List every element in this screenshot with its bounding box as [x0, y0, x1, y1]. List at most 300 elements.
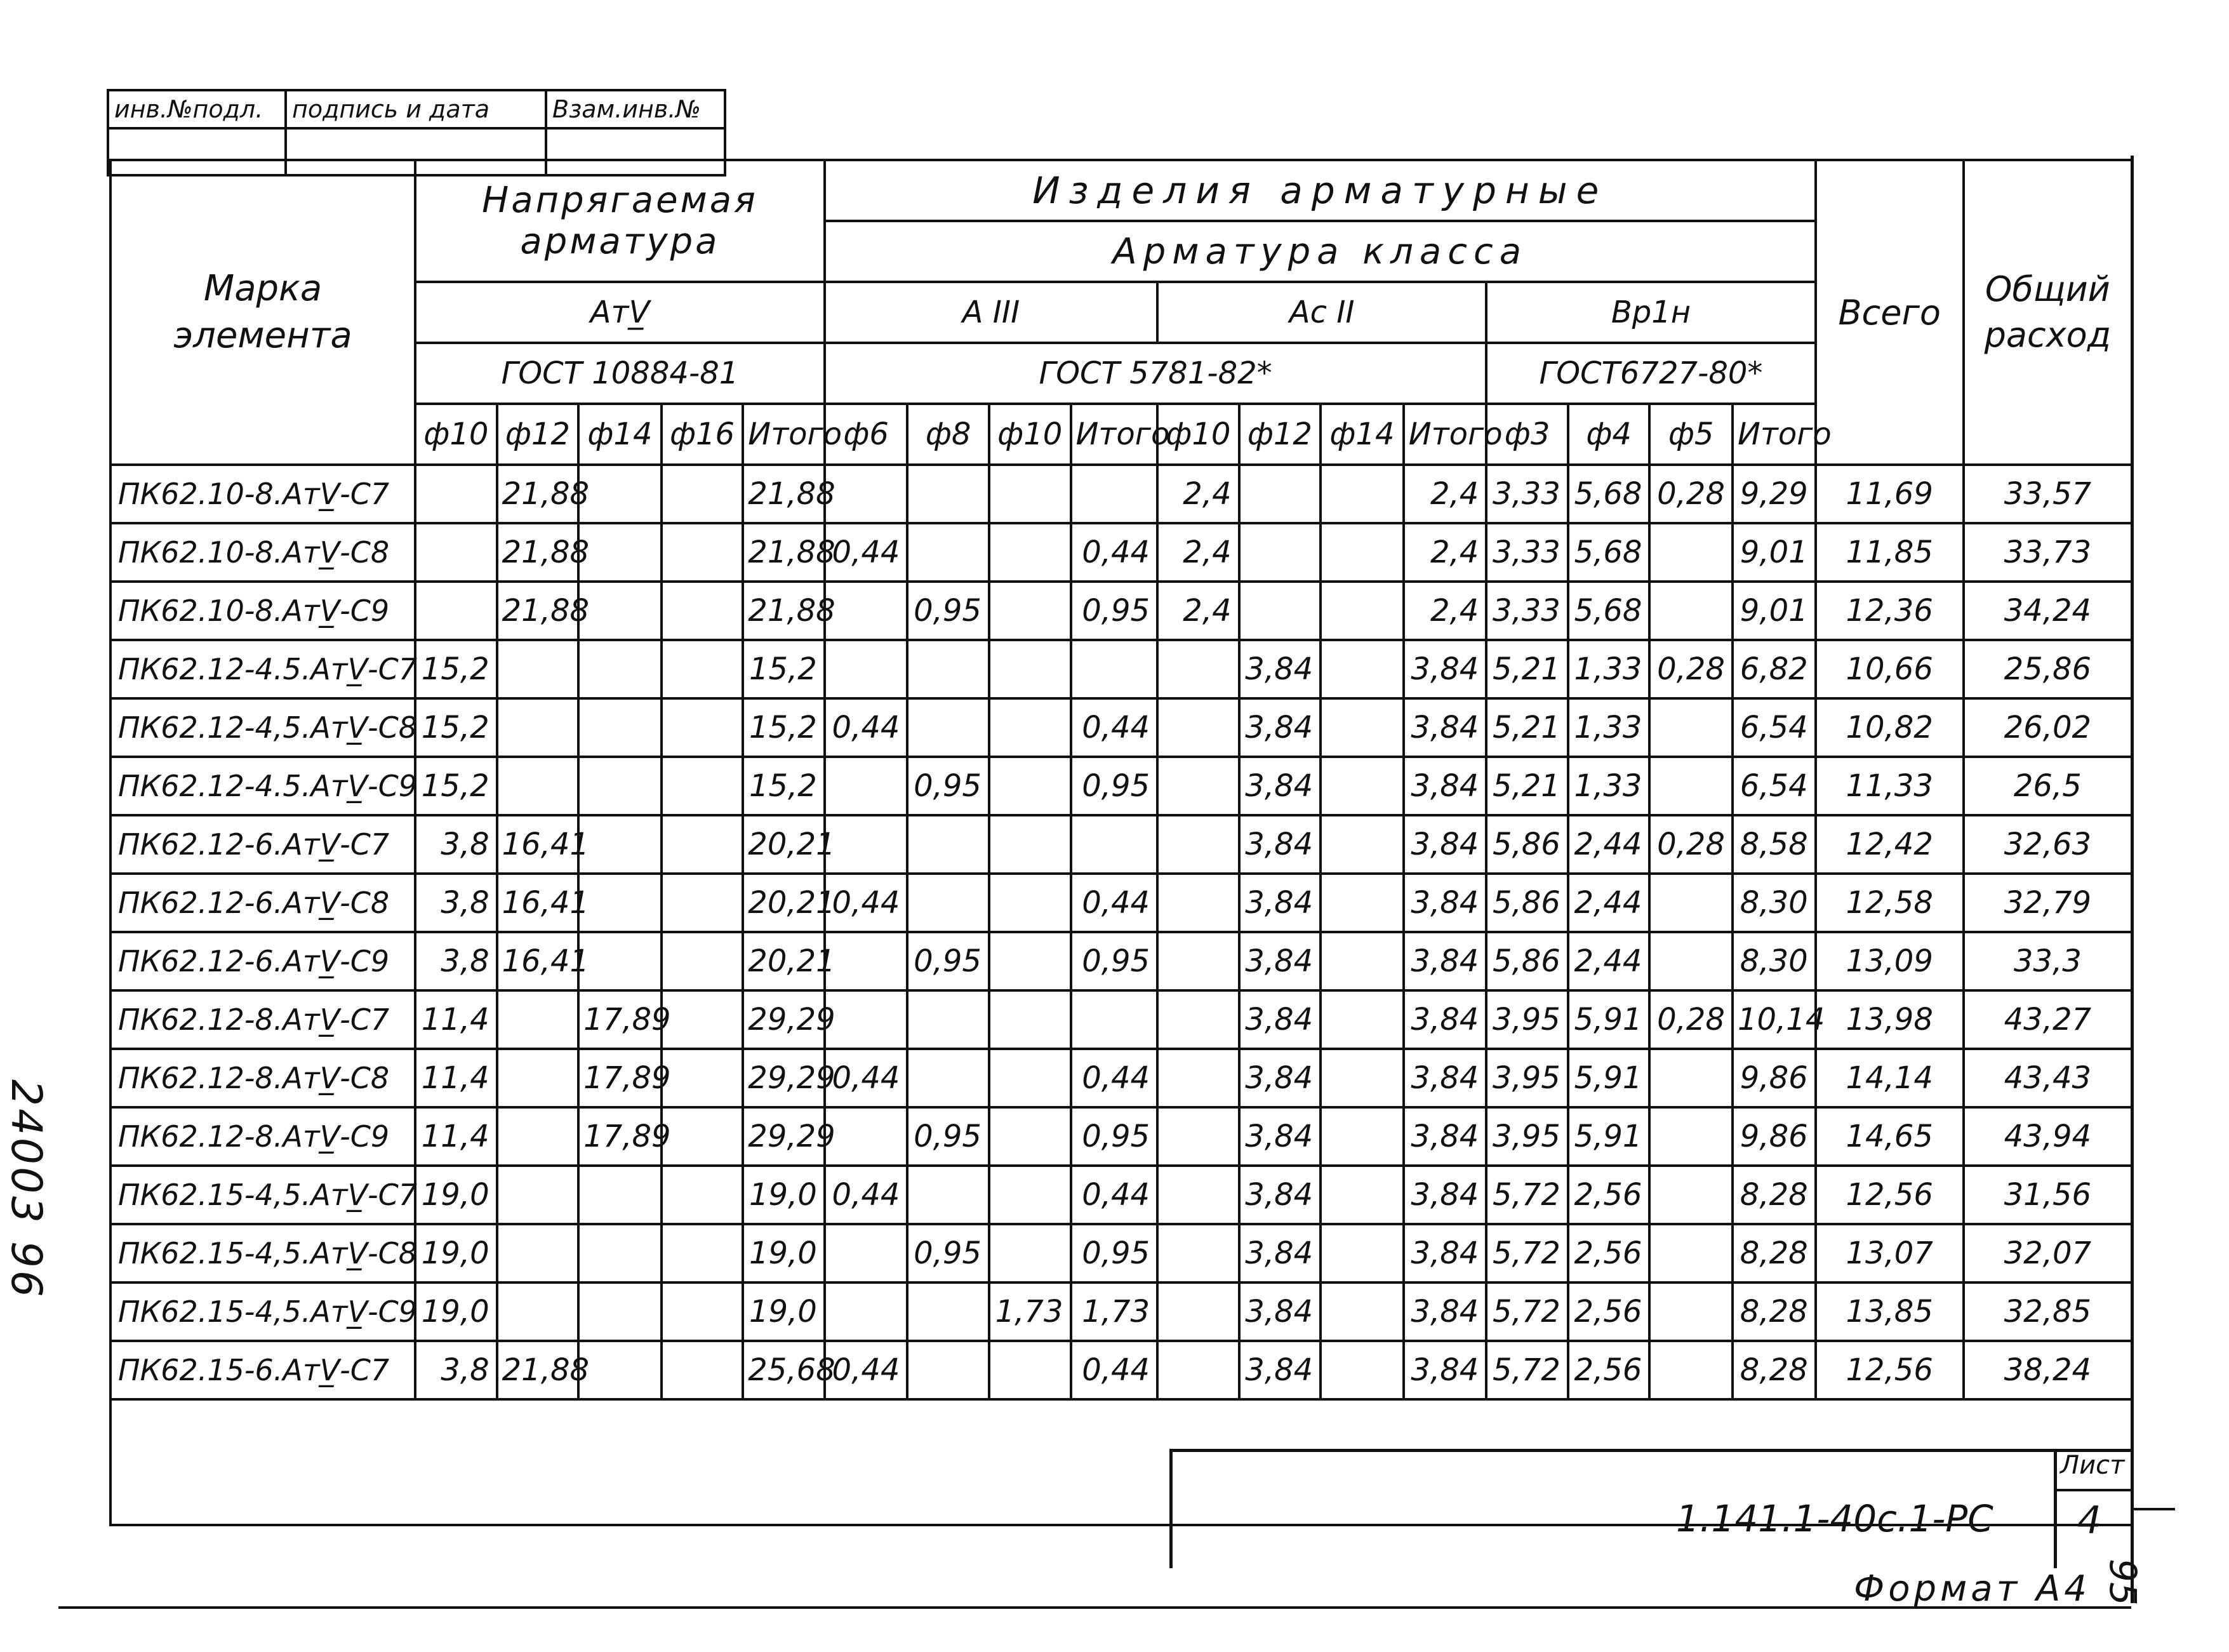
table-cell — [578, 582, 662, 640]
table-cell: 0,95 — [907, 582, 989, 640]
overall-column-header: Общий расход — [1964, 160, 2132, 465]
table-cell: 43,27 — [1964, 990, 2132, 1049]
diameter-header: ф10 — [989, 404, 1071, 465]
table-cell — [989, 990, 1071, 1049]
table-cell: 32,63 — [1964, 815, 2132, 874]
table-cell — [497, 1166, 579, 1224]
table-cell — [578, 465, 662, 523]
element-mark-cell: ПК62.12-6.АтV̲-С8 — [110, 874, 415, 932]
diameter-header: ф6 — [825, 404, 908, 465]
table-cell: 13,98 — [1816, 990, 1964, 1049]
sheet-box-left-line — [2054, 1449, 2057, 1568]
table-cell — [578, 1224, 662, 1282]
table-cell — [1321, 465, 1404, 523]
gost-10884-header: ГОСТ 10884-81 — [415, 343, 825, 404]
table-cell — [1649, 1282, 1733, 1341]
table-row — [110, 990, 2132, 1049]
element-mark-cell: ПК62.10-8.АтV̲-С9 — [110, 582, 415, 640]
table-cell — [907, 523, 989, 582]
table-cell: 3,84 — [1404, 932, 1487, 990]
table-cell — [1157, 815, 1239, 874]
table-cell: 15,2 — [415, 640, 497, 698]
table-cell — [1157, 757, 1239, 815]
table-cell: 12,36 — [1816, 582, 1964, 640]
table-cell — [1321, 582, 1404, 640]
diameter-header: Итого — [743, 404, 825, 465]
table-cell — [907, 990, 989, 1049]
table-cell — [907, 1166, 989, 1224]
diameter-header: Итого — [1404, 404, 1487, 465]
sheet-label: Лист — [2060, 1451, 2125, 1480]
table-cell — [1649, 1166, 1733, 1224]
table-cell — [415, 582, 497, 640]
table-cell — [825, 465, 908, 523]
table-cell — [1157, 1166, 1239, 1224]
table-cell: 12,42 — [1816, 815, 1964, 874]
element-mark-cell: ПК62.12-4,5.АтV̲-С8 — [110, 698, 415, 757]
table-cell: 3,84 — [1404, 1341, 1487, 1399]
table-cell: 11,85 — [1816, 523, 1964, 582]
table-cell: 3,84 — [1404, 1107, 1487, 1166]
table-cell — [1239, 582, 1321, 640]
table-cell: 5,68 — [1568, 465, 1650, 523]
table-cell: 15,2 — [743, 757, 825, 815]
table-cell — [825, 582, 908, 640]
table-cell: 5,72 — [1486, 1341, 1568, 1399]
table-cell: 21,88 — [497, 1341, 579, 1399]
table-cell — [1157, 1282, 1239, 1341]
table-cell: 17,89 — [578, 1049, 662, 1107]
table-cell — [578, 874, 662, 932]
table-row — [110, 874, 2132, 932]
table-cell: 0,44 — [825, 698, 908, 757]
table-cell — [497, 1282, 579, 1341]
table-cell — [825, 757, 908, 815]
table-cell: 2,4 — [1157, 523, 1239, 582]
element-mark-cell: ПК62.10-8.АтV̲-С7 — [110, 465, 415, 523]
table-cell: 0,44 — [1071, 523, 1158, 582]
table-cell: 32,79 — [1964, 874, 2132, 932]
table-cell: 5,21 — [1486, 757, 1568, 815]
table-cell: 25,68 — [743, 1341, 825, 1399]
table-cell — [578, 815, 662, 874]
table-cell — [825, 640, 908, 698]
table-cell — [907, 815, 989, 874]
table-cell: 2,44 — [1568, 815, 1650, 874]
table-cell: 3,84 — [1239, 990, 1321, 1049]
table-cell: 2,4 — [1404, 465, 1487, 523]
table-cell: 21,88 — [743, 523, 825, 582]
table-cell — [989, 1049, 1071, 1107]
table-cell: 5,72 — [1486, 1224, 1568, 1282]
table-cell — [1649, 523, 1733, 582]
table-cell: 11,4 — [415, 990, 497, 1049]
table-cell — [415, 465, 497, 523]
table-cell: 21,88 — [743, 465, 825, 523]
table-cell — [662, 815, 743, 874]
table-cell: 3,95 — [1486, 990, 1568, 1049]
table-cell — [989, 698, 1071, 757]
table-cell: 0,28 — [1649, 640, 1733, 698]
table-row — [110, 640, 2132, 698]
table-cell — [578, 1341, 662, 1399]
replace-inv-label: Взам.инв.№ — [546, 90, 725, 128]
table-cell — [1239, 465, 1321, 523]
sheet-box-divider — [2054, 1489, 2133, 1491]
table-cell: 0,28 — [1649, 815, 1733, 874]
table-cell: 3,84 — [1239, 1341, 1321, 1399]
table-cell: 0,44 — [825, 523, 908, 582]
table-cell: 2,4 — [1404, 582, 1487, 640]
table-cell: 19,0 — [415, 1282, 497, 1341]
table-cell: 12,58 — [1816, 874, 1964, 932]
table-cell: 3,33 — [1486, 465, 1568, 523]
table-cell — [907, 1341, 989, 1399]
table-cell — [825, 815, 908, 874]
table-cell — [1321, 1282, 1404, 1341]
table-cell: 3,84 — [1239, 1166, 1321, 1224]
table-cell — [1157, 874, 1239, 932]
element-mark-cell: ПК62.12-6.АтV̲-С7 — [110, 815, 415, 874]
diameter-header: ф10 — [415, 404, 497, 465]
table-cell — [1157, 1224, 1239, 1282]
table-cell — [989, 1166, 1071, 1224]
table-cell: 3,84 — [1239, 1224, 1321, 1282]
table-cell — [825, 1107, 908, 1166]
table-cell — [1071, 990, 1158, 1049]
table-cell — [1157, 990, 1239, 1049]
table-cell: 3,8 — [415, 815, 497, 874]
table-cell — [1649, 874, 1733, 932]
table-cell — [1071, 640, 1158, 698]
rebar-specification-table — [109, 159, 2133, 1526]
diameter-header: ф14 — [1321, 404, 1404, 465]
table-cell — [578, 1282, 662, 1341]
table-cell — [1239, 523, 1321, 582]
table-cell — [907, 465, 989, 523]
table-cell: 1,73 — [1071, 1282, 1158, 1341]
table-cell: 3,84 — [1404, 874, 1487, 932]
table-cell: 3,8 — [415, 932, 497, 990]
table-cell — [1649, 582, 1733, 640]
table-cell — [662, 698, 743, 757]
title-block-left-line — [1169, 1449, 1173, 1568]
table-row — [110, 1282, 2132, 1341]
table-cell: 0,44 — [1071, 1341, 1158, 1399]
rebar-class-header: Арматура класса — [825, 221, 1816, 282]
table-cell — [662, 757, 743, 815]
table-cell: 29,29 — [743, 1049, 825, 1107]
table-cell: 5,72 — [1486, 1282, 1568, 1341]
frame-bottom-rule — [58, 1606, 2131, 1609]
gost-5781-header: ГОСТ 5781-82* — [825, 343, 1486, 404]
table-cell: 0,95 — [1071, 1107, 1158, 1166]
table-cell: 8,28 — [1733, 1282, 1816, 1341]
table-cell: 33,57 — [1964, 465, 2132, 523]
table-cell: 9,01 — [1733, 582, 1816, 640]
table-cell — [1321, 990, 1404, 1049]
table-cell — [989, 815, 1071, 874]
table-cell: 3,84 — [1404, 1224, 1487, 1282]
table-cell: 3,84 — [1239, 1282, 1321, 1341]
table-cell: 6,54 — [1733, 757, 1816, 815]
element-mark-cell: ПК62.15-6.АтV̲-С7 — [110, 1341, 415, 1399]
table-cell: 2,4 — [1157, 465, 1239, 523]
table-cell — [1321, 523, 1404, 582]
table-cell: 0,95 — [907, 932, 989, 990]
prestressed-header: Напрягаемая арматура — [415, 160, 825, 282]
diameter-header: ф8 — [907, 404, 989, 465]
table-cell — [1321, 874, 1404, 932]
table-cell: 0,95 — [1071, 1224, 1158, 1282]
table-cell: 3,84 — [1404, 1282, 1487, 1341]
table-row — [110, 815, 2132, 874]
table-cell — [989, 1341, 1071, 1399]
table-cell: 0,44 — [1071, 1166, 1158, 1224]
table-cell: 15,2 — [743, 640, 825, 698]
diameter-header: Итого — [1071, 404, 1158, 465]
inv-no-label: инв.№подл. — [108, 90, 286, 128]
total-column-header: Всего — [1816, 160, 1964, 465]
table-cell: 9,86 — [1733, 1049, 1816, 1107]
table-cell: 5,91 — [1568, 1049, 1650, 1107]
table-cell: 3,84 — [1239, 640, 1321, 698]
table-cell: 11,33 — [1816, 757, 1964, 815]
table-cell: 29,29 — [743, 990, 825, 1049]
table-cell: 3,8 — [415, 1341, 497, 1399]
table-cell — [989, 582, 1071, 640]
table-cell — [989, 874, 1071, 932]
table-cell — [662, 874, 743, 932]
table-cell: 3,84 — [1404, 757, 1487, 815]
table-cell — [1157, 698, 1239, 757]
table-cell — [497, 1049, 579, 1107]
table-cell — [497, 640, 579, 698]
table-cell: 6,54 — [1733, 698, 1816, 757]
table-cell: 17,89 — [578, 1107, 662, 1166]
table-cell: 2,44 — [1568, 932, 1650, 990]
table-cell — [1649, 757, 1733, 815]
table-cell — [907, 874, 989, 932]
table-cell — [662, 932, 743, 990]
table-cell — [1321, 1166, 1404, 1224]
spec-table-body — [110, 465, 2132, 1399]
table-cell — [1157, 1049, 1239, 1107]
table-cell: 3,84 — [1404, 1166, 1487, 1224]
table-cell: 3,84 — [1239, 932, 1321, 990]
table-cell: 21,88 — [743, 582, 825, 640]
table-cell: 33,3 — [1964, 932, 2132, 990]
table-cell: 19,0 — [415, 1166, 497, 1224]
table-cell: 3,95 — [1486, 1107, 1568, 1166]
table-cell — [662, 1224, 743, 1282]
table-cell: 21,88 — [497, 523, 579, 582]
diameter-header: ф10 — [1157, 404, 1239, 465]
table-cell — [662, 1107, 743, 1166]
element-mark-cell: ПК62.15-4,5.АтV̲-С7 — [110, 1166, 415, 1224]
table-cell — [497, 757, 579, 815]
table-cell — [578, 932, 662, 990]
table-cell: 0,95 — [907, 757, 989, 815]
table-cell: 32,85 — [1964, 1282, 2132, 1341]
table-cell: 19,0 — [743, 1224, 825, 1282]
element-mark-cell: ПК62.12-8.АтV̲-С9 — [110, 1107, 415, 1166]
table-cell: 43,94 — [1964, 1107, 2132, 1166]
table-cell: 2,56 — [1568, 1282, 1650, 1341]
table-cell — [497, 1107, 579, 1166]
table-cell — [1321, 1341, 1404, 1399]
table-cell: 25,86 — [1964, 640, 2132, 698]
diameter-header: ф12 — [1239, 404, 1321, 465]
table-cell: 21,88 — [497, 582, 579, 640]
table-cell — [1071, 815, 1158, 874]
table-cell: 3,33 — [1486, 582, 1568, 640]
table-cell: 0,44 — [1071, 698, 1158, 757]
table-cell — [989, 640, 1071, 698]
table-cell: 1,33 — [1568, 698, 1650, 757]
class-acii-header: Ac II — [1157, 282, 1486, 343]
table-cell: 0,28 — [1649, 990, 1733, 1049]
table-cell: 3,84 — [1404, 1049, 1487, 1107]
table-cell — [1321, 815, 1404, 874]
table-cell: 3,84 — [1239, 815, 1321, 874]
table-cell: 21,88 — [497, 465, 579, 523]
table-cell — [989, 757, 1071, 815]
table-row — [110, 932, 2132, 990]
table-cell: 3,8 — [415, 874, 497, 932]
table-cell: 10,66 — [1816, 640, 1964, 698]
table-cell: 2,56 — [1568, 1166, 1650, 1224]
table-cell — [1321, 1049, 1404, 1107]
table-row — [110, 465, 2132, 523]
table-cell — [497, 698, 579, 757]
table-cell — [1321, 932, 1404, 990]
table-cell: 13,09 — [1816, 932, 1964, 990]
table-row — [110, 1107, 2132, 1166]
table-cell — [1321, 1224, 1404, 1282]
table-cell: 32,07 — [1964, 1224, 2132, 1282]
table-cell — [578, 1166, 662, 1224]
table-cell: 0,44 — [825, 874, 908, 932]
table-cell — [989, 523, 1071, 582]
title-block-top-line — [1169, 1449, 2133, 1452]
table-cell: 26,02 — [1964, 698, 2132, 757]
table-cell — [1157, 1107, 1239, 1166]
table-cell — [907, 640, 989, 698]
table-cell — [1649, 932, 1733, 990]
table-row — [110, 757, 2132, 815]
table-cell: 2,4 — [1404, 523, 1487, 582]
table-cell: 38,24 — [1964, 1341, 2132, 1399]
frame-right-line — [2131, 156, 2134, 1603]
table-cell: 11,4 — [415, 1107, 497, 1166]
table-cell — [907, 1282, 989, 1341]
table-cell — [1649, 1049, 1733, 1107]
diameter-header: Итого — [1733, 404, 1816, 465]
element-mark-cell: ПК62.12-8.АтV̲-С8 — [110, 1049, 415, 1107]
element-mark-cell: ПК62.12-8.АтV̲-С7 — [110, 990, 415, 1049]
table-cell: 19,0 — [743, 1166, 825, 1224]
side-box-line — [2131, 1508, 2175, 1510]
table-cell: 5,91 — [1568, 1107, 1650, 1166]
table-cell: 13,85 — [1816, 1282, 1964, 1341]
table-cell: 20,21 — [743, 815, 825, 874]
table-cell: 9,86 — [1733, 1107, 1816, 1166]
class-vr1-header: Вр1н — [1486, 282, 1815, 343]
table-cell: 13,07 — [1816, 1224, 1964, 1282]
table-cell: 43,43 — [1964, 1049, 2132, 1107]
table-cell: 5,86 — [1486, 815, 1568, 874]
element-mark-cell: ПК62.15-4,5.АтV̲-С9 — [110, 1282, 415, 1341]
table-cell: 9,01 — [1733, 523, 1816, 582]
table-cell: 3,84 — [1404, 698, 1487, 757]
table-cell: 20,21 — [743, 874, 825, 932]
table-cell: 34,24 — [1964, 582, 2132, 640]
table-cell — [907, 698, 989, 757]
table-cell: 14,14 — [1816, 1049, 1964, 1107]
diameter-header: ф16 — [662, 404, 743, 465]
diameter-header: ф14 — [578, 404, 662, 465]
table-cell: 0,28 — [1649, 465, 1733, 523]
table-cell: 2,44 — [1568, 874, 1650, 932]
table-cell — [662, 640, 743, 698]
table-cell — [497, 990, 579, 1049]
sheet-number: 4 — [2077, 1498, 2102, 1543]
diameter-header: ф4 — [1568, 404, 1650, 465]
table-cell: 19,0 — [743, 1282, 825, 1341]
diameter-header: ф5 — [1649, 404, 1733, 465]
table-cell: 0,44 — [1071, 1049, 1158, 1107]
table-cell: 3,84 — [1404, 990, 1487, 1049]
table-cell: 16,41 — [497, 932, 579, 990]
table-cell: 0,44 — [825, 1341, 908, 1399]
table-cell: 2,56 — [1568, 1341, 1650, 1399]
table-cell — [578, 698, 662, 757]
signature-date-label: подпись и дата — [286, 90, 546, 128]
table-cell: 0,95 — [907, 1107, 989, 1166]
table-cell: 0,95 — [1071, 757, 1158, 815]
table-cell: 20,21 — [743, 932, 825, 990]
table-cell: 0,95 — [907, 1224, 989, 1282]
table-cell: 11,69 — [1816, 465, 1964, 523]
table-cell — [662, 1166, 743, 1224]
table-cell: 3,84 — [1239, 1049, 1321, 1107]
table-cell — [1321, 757, 1404, 815]
table-cell — [662, 523, 743, 582]
table-cell: 3,84 — [1404, 815, 1487, 874]
table-cell — [1649, 1341, 1733, 1399]
products-header: Изделия арматурные — [825, 160, 1816, 221]
table-cell: 1,73 — [989, 1282, 1071, 1341]
table-cell: 8,58 — [1733, 815, 1816, 874]
table-cell — [1071, 465, 1158, 523]
table-row — [110, 1166, 2132, 1224]
table-cell: 8,28 — [1733, 1341, 1816, 1399]
element-mark-cell: ПК62.12-4.5.АтV̲-С7 — [110, 640, 415, 698]
table-row — [110, 523, 2132, 582]
table-cell: 3,84 — [1239, 757, 1321, 815]
table-cell: 10,82 — [1816, 698, 1964, 757]
table-cell — [1649, 1224, 1733, 1282]
table-cell — [1157, 640, 1239, 698]
table-cell — [989, 465, 1071, 523]
table-cell — [662, 990, 743, 1049]
table-cell: 5,91 — [1568, 990, 1650, 1049]
gost-6727-header: ГОСТ6727-80* — [1486, 343, 1815, 404]
table-cell — [578, 523, 662, 582]
table-cell: 5,86 — [1486, 874, 1568, 932]
diameter-header: ф12 — [497, 404, 579, 465]
